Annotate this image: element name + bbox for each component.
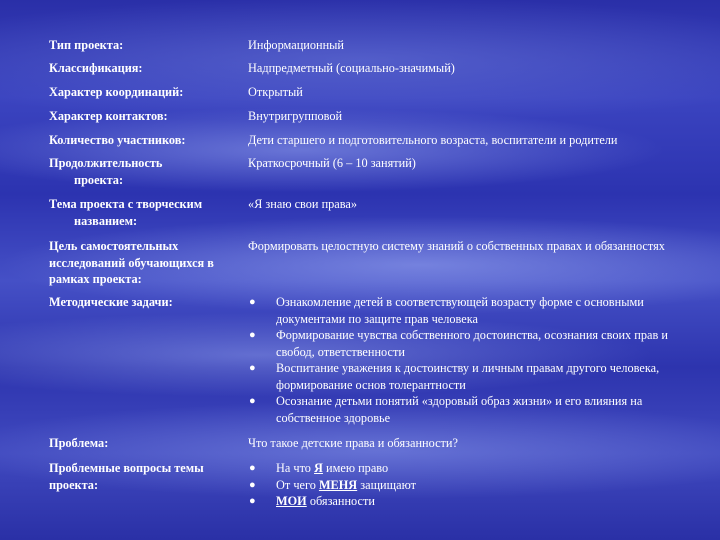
label-theme-line1: Тема проекта с творческим — [49, 197, 203, 211]
value-goal: Формировать целостную систему знаний о собственных правах и обязанностях — [248, 239, 665, 253]
value-coordination: Открытый — [248, 85, 303, 99]
list-item: ● МОИ обязанности — [249, 494, 375, 508]
value-duration: Краткосрочный (6 – 10 занятий) — [248, 156, 416, 170]
bullet-icon: ● — [249, 395, 256, 407]
bullet-icon: ● — [249, 329, 256, 341]
label-goal: Цель самостоятельных исследований обучающихся в рамках проекта: — [49, 239, 214, 286]
list-item: ● Формирование чувства собственного достоинства, осознания своих прав и свобод, ответственности — [249, 328, 668, 359]
bullet-icon: ● — [249, 462, 256, 474]
list-item: ● Воспитание уважения к достоинству и личным правам другого человека, формирование основ толерантности — [249, 361, 660, 392]
bullet-icon: ● — [249, 296, 256, 308]
label-theme-line2: названием: — [74, 213, 138, 228]
value-classification: Надпредметный (социально-значимый) — [248, 61, 455, 75]
label-duration — [49, 155, 239, 188]
label-classification: Классификация: — [49, 61, 143, 75]
value-project-type: Информационный — [248, 38, 345, 52]
label-tasks: Методические задачи: — [49, 295, 173, 309]
questions-list — [248, 460, 688, 510]
list-item: ● На что Я имею право — [249, 461, 389, 475]
label-duration-line1: Продолжительность — [49, 156, 163, 170]
tasks-list — [248, 294, 688, 426]
label-questions: Проблемные вопросы темы проекта: — [49, 461, 204, 492]
list-item: ● Ознакомление детей в соответствующей возрасту форме с основными документами по защите прав человека — [249, 295, 644, 326]
value-contacts: Внутригрупповой — [248, 109, 343, 123]
list-item: ● От чего МЕНЯ защищают — [249, 477, 416, 492]
label-coordination: Характер координаций: — [49, 85, 184, 99]
label-duration-line2: проекта: — [74, 172, 124, 187]
value-theme: «Я знаю свои права» — [248, 197, 358, 211]
bullet-icon: ● — [249, 362, 256, 374]
value-problem: Что такое детские права и обязанности? — [248, 436, 458, 450]
label-theme — [49, 196, 239, 229]
label-project-type: Тип проекта: — [49, 38, 124, 52]
label-problem: Проблема: — [49, 436, 109, 450]
value-participants: Дети старшего и подготовительного возраста, воспитатели и родители — [248, 133, 618, 147]
label-participants: Количество участников: — [49, 133, 186, 147]
list-item: ● Осознание детьми понятий «здоровый образ жизни» и его влияния на собственное здоровье — [249, 394, 643, 425]
bullet-icon: ● — [249, 478, 256, 491]
label-contacts: Характер контактов: — [49, 109, 168, 123]
bullet-icon: ● — [249, 495, 256, 507]
